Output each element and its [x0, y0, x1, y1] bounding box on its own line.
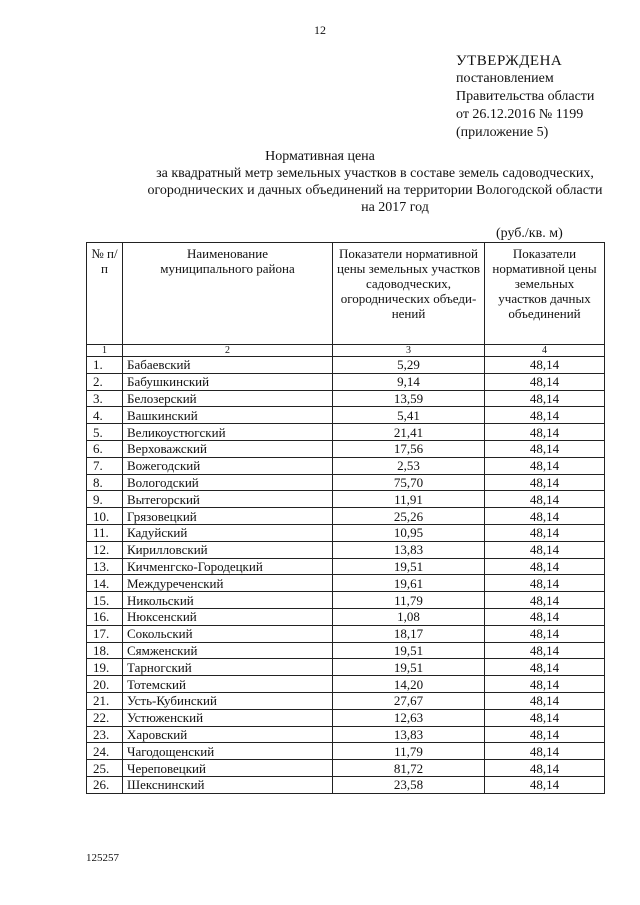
table-row [87, 676, 605, 693]
price-table [86, 242, 605, 794]
table-row [87, 709, 605, 726]
district-name-cell: Никольский [123, 592, 333, 609]
garden-price-cell: 12,63 [333, 709, 485, 726]
garden-price-cell: 19,51 [333, 558, 485, 575]
garden-price-cell: 11,79 [333, 743, 485, 760]
row-number-cell: 9. [87, 491, 123, 508]
row-number-cell: 18. [87, 642, 123, 659]
approval-line: Правительства области [456, 89, 595, 104]
dacha-price-cell: 48,14 [485, 743, 605, 760]
district-name-cell: Кадуйский [123, 524, 333, 541]
garden-price-cell: 19,61 [333, 575, 485, 592]
garden-price-cell: 75,70 [333, 474, 485, 491]
header-district: Наименование муниципального района [123, 243, 333, 345]
dacha-price-cell: 48,14 [485, 357, 605, 374]
dacha-price-cell: 48,14 [485, 575, 605, 592]
title-line: Нормативная цена [265, 149, 375, 164]
district-name-cell: Белозерский [123, 390, 333, 407]
garden-price-cell: 5,41 [333, 407, 485, 424]
table-row [87, 575, 605, 592]
dacha-price-cell: 48,14 [485, 642, 605, 659]
garden-price-cell: 21,41 [333, 424, 485, 441]
header-number: № п/п [87, 243, 123, 345]
dacha-price-cell: 48,14 [485, 659, 605, 676]
row-number-cell: 21. [87, 692, 123, 709]
table-row [87, 457, 605, 474]
table-row [87, 625, 605, 642]
units-label: (руб./кв. м) [496, 226, 563, 241]
district-name-cell: Кичменгско-Городецкий [123, 558, 333, 575]
table-row [87, 760, 605, 777]
district-name-cell: Кирилловский [123, 541, 333, 558]
district-name-cell: Нюксенский [123, 608, 333, 625]
district-name-cell: Грязовецкий [123, 508, 333, 525]
table-row [87, 474, 605, 491]
district-name-cell: Вашкинский [123, 407, 333, 424]
approval-stamp [456, 52, 594, 142]
table-row [87, 424, 605, 441]
district-name-cell: Тотемский [123, 676, 333, 693]
district-name-cell: Сямженский [123, 642, 333, 659]
row-number-cell: 2. [87, 373, 123, 390]
row-number-cell: 23. [87, 726, 123, 743]
row-number-cell: 11. [87, 524, 123, 541]
row-number-cell: 12. [87, 541, 123, 558]
page-number: 12 [314, 23, 326, 37]
approval-line: постановлением [456, 71, 554, 86]
row-number-cell: 17. [87, 625, 123, 642]
table-row [87, 541, 605, 558]
district-name-cell: Череповецкий [123, 760, 333, 777]
dacha-price-cell: 48,14 [485, 424, 605, 441]
row-number-cell: 5. [87, 424, 123, 441]
garden-price-cell: 9,14 [333, 373, 485, 390]
garden-price-cell: 11,79 [333, 592, 485, 609]
row-number-cell: 25. [87, 760, 123, 777]
title-line: огороднических и дачных объединений на территории Вологодской области [147, 183, 603, 198]
district-name-cell: Харовский [123, 726, 333, 743]
garden-price-cell: 23,58 [333, 776, 485, 793]
column-number: 3 [333, 345, 485, 357]
row-number-cell: 4. [87, 407, 123, 424]
district-name-cell: Бабаевский [123, 357, 333, 374]
dacha-price-cell: 48,14 [485, 373, 605, 390]
row-number-cell: 1. [87, 357, 123, 374]
district-name-cell: Вологодский [123, 474, 333, 491]
dacha-price-cell: 48,14 [485, 692, 605, 709]
header-dacha-price: Показатели нормативной цены земельных участков дачных объединений [485, 243, 605, 345]
dacha-price-cell: 48,14 [485, 592, 605, 609]
garden-price-cell: 10,95 [333, 524, 485, 541]
district-name-cell: Шекснинский [123, 776, 333, 793]
district-name-cell: Сокольский [123, 625, 333, 642]
table-row [87, 390, 605, 407]
district-name-cell: Великоустюгский [123, 424, 333, 441]
district-name-cell: Устюженский [123, 709, 333, 726]
dacha-price-cell: 48,14 [485, 726, 605, 743]
district-name-cell: Чагодощенский [123, 743, 333, 760]
garden-price-cell: 27,67 [333, 692, 485, 709]
district-name-cell: Бабушкинский [123, 373, 333, 390]
table-row [87, 592, 605, 609]
row-number-cell: 16. [87, 608, 123, 625]
district-name-cell: Усть-Кубинский [123, 692, 333, 709]
garden-price-cell: 13,83 [333, 726, 485, 743]
dacha-price-cell: 48,14 [485, 541, 605, 558]
district-name-cell: Тарногский [123, 659, 333, 676]
document-code: 125257 [86, 852, 119, 864]
garden-price-cell: 18,17 [333, 625, 485, 642]
district-name-cell: Междуреченский [123, 575, 333, 592]
header-garden-price: Показатели нормативной цены земельных участков садоводческих, огороднических объеди-нений [333, 243, 485, 345]
dacha-price-cell: 48,14 [485, 709, 605, 726]
table-row [87, 726, 605, 743]
dacha-price-cell: 48,14 [485, 508, 605, 525]
table-row [87, 357, 605, 374]
garden-price-cell: 14,20 [333, 676, 485, 693]
title-line: на 2017 год [361, 200, 429, 215]
dacha-price-cell: 48,14 [485, 625, 605, 642]
dacha-price-cell: 48,14 [485, 558, 605, 575]
garden-price-cell: 25,26 [333, 508, 485, 525]
row-number-cell: 6. [87, 440, 123, 457]
table-row [87, 373, 605, 390]
table-row [87, 642, 605, 659]
district-name-cell: Верховажский [123, 440, 333, 457]
table-row [87, 508, 605, 525]
table-row [87, 659, 605, 676]
dacha-price-cell: 48,14 [485, 760, 605, 777]
row-number-cell: 10. [87, 508, 123, 525]
column-number: 1 [87, 345, 123, 357]
dacha-price-cell: 48,14 [485, 524, 605, 541]
dacha-price-cell: 48,14 [485, 608, 605, 625]
table-row [87, 608, 605, 625]
approval-line: от 26.12.2016 № 1199 [456, 107, 584, 122]
row-number-cell: 3. [87, 390, 123, 407]
district-name-cell: Вожегодский [123, 457, 333, 474]
dacha-price-cell: 48,14 [485, 491, 605, 508]
row-number-cell: 14. [87, 575, 123, 592]
district-name-cell: Вытегорский [123, 491, 333, 508]
row-number-cell: 8. [87, 474, 123, 491]
dacha-price-cell: 48,14 [485, 474, 605, 491]
dacha-price-cell: 48,14 [485, 407, 605, 424]
dacha-price-cell: 48,14 [485, 440, 605, 457]
dacha-price-cell: 48,14 [485, 676, 605, 693]
approval-heading: УТВЕРЖДЕНА [456, 53, 563, 69]
garden-price-cell: 19,51 [333, 659, 485, 676]
dacha-price-cell: 48,14 [485, 390, 605, 407]
row-number-cell: 13. [87, 558, 123, 575]
row-number-cell: 26. [87, 776, 123, 793]
dacha-price-cell: 48,14 [485, 776, 605, 793]
table-row [87, 440, 605, 457]
row-number-cell: 7. [87, 457, 123, 474]
garden-price-cell: 13,59 [333, 390, 485, 407]
table-row [87, 776, 605, 793]
garden-price-cell: 13,83 [333, 541, 485, 558]
row-number-cell: 15. [87, 592, 123, 609]
document-title [0, 148, 640, 216]
garden-price-cell: 81,72 [333, 760, 485, 777]
garden-price-cell: 19,51 [333, 642, 485, 659]
table-row [87, 407, 605, 424]
table-row [87, 692, 605, 709]
row-number-cell: 19. [87, 659, 123, 676]
garden-price-cell: 5,29 [333, 357, 485, 374]
garden-price-cell: 1,08 [333, 608, 485, 625]
table-row [87, 743, 605, 760]
row-number-cell: 20. [87, 676, 123, 693]
garden-price-cell: 2,53 [333, 457, 485, 474]
title-line: за квадратный метр земельных участков в составе земель садоводческих, [156, 166, 594, 181]
table-row [87, 558, 605, 575]
garden-price-cell: 11,91 [333, 491, 485, 508]
row-number-cell: 22. [87, 709, 123, 726]
table-row [87, 524, 605, 541]
column-number: 2 [123, 345, 333, 357]
column-number: 4 [485, 345, 605, 357]
approval-line: (приложение 5) [456, 125, 549, 140]
row-number-cell: 24. [87, 743, 123, 760]
table-row [87, 491, 605, 508]
dacha-price-cell: 48,14 [485, 457, 605, 474]
garden-price-cell: 17,56 [333, 440, 485, 457]
